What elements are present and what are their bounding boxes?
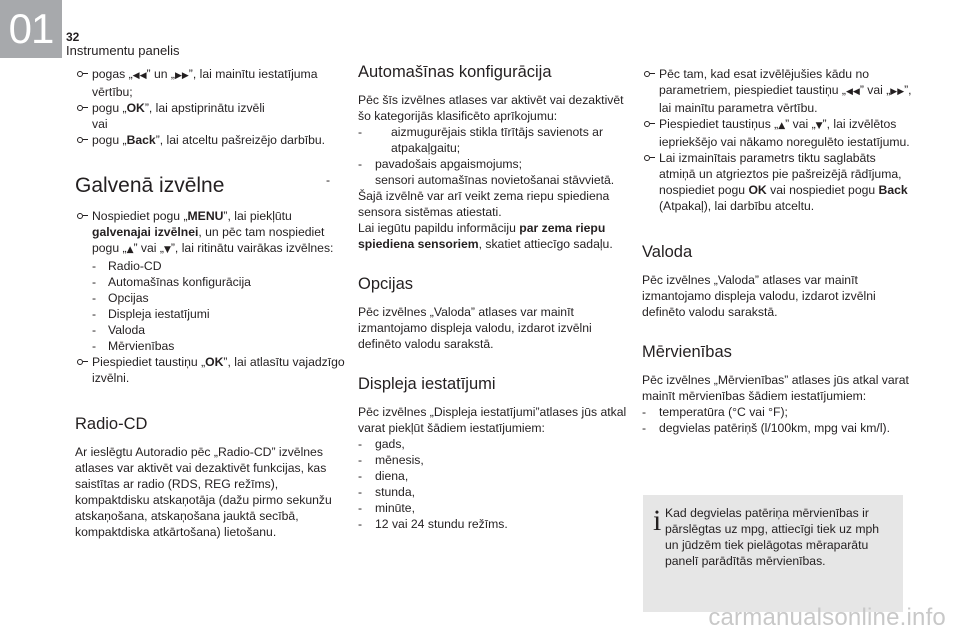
info-text: Kad degvielas patēriņa mērvienības ir pārslēgtas uz mpg, attiecīgi tiek uz mph un jūdzēm tiek pielāgotas mēraparātu panelī parādītās mērvienības.: [665, 506, 880, 568]
info-icon: i: [653, 504, 662, 537]
menu-item: - Automašīnas konfigurācija: [92, 275, 251, 289]
section-title-car-config: Automašīnas konfigurācija: [358, 63, 552, 81]
list-item: - temperatūra (°C vai °F);: [642, 405, 788, 419]
section-text: Šajā izvēlnē var arī veikt zema riepu spiediena sensora sistēmas atiestati.: [358, 189, 610, 219]
section-text: Pēc izvēlnes „Mērvienības” atlases jūs atkal varat mainīt mērvienības šādiem iestatījumiem:: [642, 373, 909, 403]
chapter-title: Instrumentu panelis: [66, 43, 180, 58]
list-item: Pēc tam, kad esat izvēlējušies kādu no parametriem, piespiediet taustiņu „◀◀” vai „▶▶”, lai mainītu parametra vērtību.: [642, 66, 912, 116]
section-title-main-menu: Galvenā izvēlne: [75, 174, 225, 197]
down-arrow-icon: ▼: [815, 121, 823, 131]
list-item: - sensori automašīnas novietošanai stāvvietā.: [326, 173, 615, 187]
watermark: carmanualsonline.info: [708, 604, 946, 631]
menu-item: - Valoda: [92, 323, 146, 337]
list-item: - pavadošais apgaismojums;: [358, 157, 523, 171]
column-1: [75, 66, 345, 540]
section-title-language: Valoda: [642, 243, 693, 261]
section-title-options: Opcijas: [358, 275, 414, 293]
rewind-icon: ◀◀: [132, 71, 147, 81]
section-title-display: Displeja iestatījumi: [358, 375, 496, 393]
list-item: - stunda,: [358, 485, 415, 499]
menu-item: - Radio-CD: [92, 259, 162, 273]
list-item: Nospiediet pogu „MENU”, lai piekļūtu galvenajai izvēlnei, un pēc tam nospiediet pogu „▲” vai „▼”, lai ritinātu vairākas izvēlnes:: [75, 208, 345, 258]
list-text: vai: [92, 117, 108, 131]
list-item: - aizmugurējais stikla tīrītājs savienots ar atpakaļgaitu;: [358, 125, 604, 155]
list-item: - 12 vai 24 stundu režīms.: [358, 517, 508, 531]
forward-icon: ▶▶: [890, 87, 905, 97]
column-2: [326, 63, 628, 532]
list-item: pogas „◀◀” un „▶▶”, lai mainītu iestatījuma vērtību;: [75, 66, 345, 100]
list-item: - diena,: [358, 469, 409, 483]
page-number: 32: [66, 30, 80, 44]
chapter-tab: 01: [0, 0, 62, 58]
column-3: [642, 66, 912, 436]
down-arrow-icon: ▼: [163, 245, 171, 255]
list-item: - mēnesis,: [358, 453, 424, 467]
section-title-radio: Radio-CD: [75, 415, 148, 433]
list-item: Piespiediet taustiņu „OK”, lai atlasītu vajadzīgo izvēlni.: [75, 354, 345, 386]
info-box: [643, 495, 903, 612]
list-item: pogu „OK”, lai apstiprinātu izvēli: [75, 100, 345, 116]
up-arrow-icon: ▲: [778, 121, 786, 131]
list-item: pogu „Back”, lai atceltu pašreizējo darbību.: [75, 132, 345, 148]
menu-item: - Mērvienības: [92, 339, 175, 353]
list-item: Piespiediet taustiņus „▲” vai „▼”, lai izvēlētos iepriekšējo vai nākamo noregulēto iestatījumu.: [642, 116, 912, 150]
menu-item: - Displeja iestatījumi: [92, 307, 210, 321]
list-item: - degvielas patēriņš (l/100km, mpg vai km/l).: [642, 421, 890, 435]
list-item: - minūte,: [358, 501, 415, 515]
rewind-icon: ◀◀: [845, 87, 860, 97]
section-text: Lai iegūtu papildu informāciju par zema riepu spiediena sensoriem, skatiet attiecīgo sadaļu.: [358, 221, 613, 251]
forward-icon: ▶▶: [174, 71, 189, 81]
section-text: Pēc izvēlnes „Displeja iestatījumi”atlases jūs atkal varat piekļūt šādiem iestatījumiem:: [358, 405, 627, 435]
section-title-units: Mērvienības: [642, 343, 732, 361]
section-text: Pēc izvēlnes „Valoda” atlases var mainīt izmantojamo displeja valodu, izdarot izvēlni definēto valodu sarakstā.: [358, 305, 592, 351]
list-item: Lai izmainītais parametrs tiktu saglabāts atmiņā un atgrieztos pie pašreizējā rādījuma, nospiediet pogu OK vai nospiediet pogu Back (Atpakaļ), lai darbību atceltu.: [642, 150, 912, 214]
menu-item: - Opcijas: [92, 291, 149, 305]
section-text: Pēc izvēlnes „Valoda” atlases var mainīt izmantojamo displeja valodu, izdarot izvēlni definēto valodu sarakstā.: [642, 273, 876, 319]
list-item: - gads,: [358, 437, 405, 451]
section-text: Pēc šīs izvēlnes atlases var aktivēt vai dezaktivēt šo kategorijās klasificēto aprīkojumu:: [358, 93, 624, 123]
up-arrow-icon: ▲: [126, 245, 134, 255]
section-text: Ar ieslēgtu Autoradio pēc „Radio-CD” izvēlnes atlases var aktivēt vai dezaktivēt funkcijas, kas saistītas ar radio (RDS, REG režīms), kompaktdisku atskaņotāja (dažu pirmo sekunžu atskaņošana, atskaņošana jauktā secībā, kompaktdiska atkārtošana) lietošanu.: [75, 445, 332, 539]
